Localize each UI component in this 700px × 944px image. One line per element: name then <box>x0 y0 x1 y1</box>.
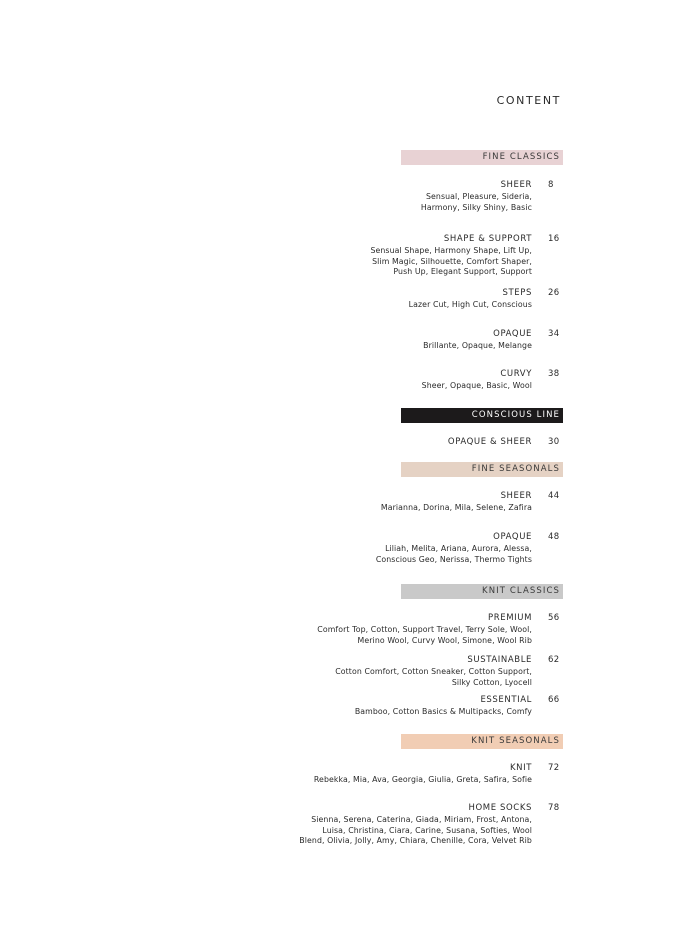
product-list-line: Conscious Geo, Nerissa, Thermo Tights <box>375 554 532 564</box>
product-list-line: Liliah, Melita, Ariana, Aurora, Alessa, <box>385 544 532 553</box>
toc-entry[interactable] <box>250 437 563 448</box>
toc-entry[interactable] <box>250 763 563 786</box>
entry-product-list <box>250 300 532 311</box>
entry-title: SUSTAINABLE <box>467 655 532 665</box>
entry-product-list <box>250 667 532 688</box>
toc-entry[interactable] <box>250 532 563 565</box>
entry-title: OPAQUE & SHEER <box>447 437 532 447</box>
page-number: 34 <box>548 329 560 339</box>
product-list-line: Bamboo, Cotton Basics & Multipacks, Comfy <box>354 707 532 716</box>
product-list-line: Slim Magic, Silhouette, Comfort Shaper, <box>372 256 532 266</box>
entry-product-list <box>250 625 532 646</box>
product-list-line: Blend, Olivia, Jolly, Amy, Chiara, Chenille, Cora, Velvet Rib <box>299 836 532 846</box>
section-heading: FINE SEASONALS <box>401 462 563 477</box>
page-number: 30 <box>548 437 560 447</box>
entry-title: KNIT <box>509 763 532 773</box>
entry-title: SHEER <box>500 491 532 501</box>
product-list-line: Sensual, Pleasure, Sideria, <box>425 192 532 201</box>
entry-title: PREMIUM <box>488 613 532 623</box>
section-heading: CONSCIOUS LINE <box>401 408 563 423</box>
entry-product-list <box>250 503 532 514</box>
page-number: 16 <box>548 234 560 244</box>
page-number: 48 <box>548 532 560 542</box>
entry-title: CURVY <box>500 369 532 379</box>
entry-product-list <box>250 815 532 847</box>
page-number: 72 <box>548 763 560 773</box>
page-number: 44 <box>548 491 560 501</box>
toc-entry[interactable] <box>250 288 563 311</box>
entry-product-list <box>250 775 532 786</box>
entry-product-list <box>250 341 532 352</box>
page-number: 78 <box>548 803 560 813</box>
entry-title: OPAQUE <box>493 532 532 542</box>
entry-product-list <box>250 246 532 278</box>
product-list-line: Rebekka, Mia, Ava, Georgia, Giulia, Greta, Safira, Sofie <box>313 775 532 784</box>
entry-product-list <box>250 544 532 565</box>
toc-entry[interactable] <box>250 491 563 514</box>
entry-title: HOME SOCKS <box>468 803 532 813</box>
entry-title: SHAPE & SUPPORT <box>443 234 532 244</box>
page-number: 56 <box>548 613 560 623</box>
product-list-line: Cotton Comfort, Cotton Sneaker, Cotton Support, <box>335 667 532 676</box>
toc-entry[interactable] <box>250 695 563 718</box>
product-list-line: Push Up, Elegant Support, Support <box>393 267 532 277</box>
toc-entry[interactable] <box>250 655 563 688</box>
page-number: 38 <box>548 369 560 379</box>
product-list-line: Silky Cotton, Lyocell <box>451 677 532 687</box>
product-list-line: Sienna, Serena, Caterina, Giada, Miriam, Frost, Antona, <box>311 815 532 824</box>
product-list-line: Comfort Top, Cotton, Support Travel, Terry Sole, Wool, <box>317 625 532 634</box>
product-list-line: Harmony, Silky Shiny, Basic <box>420 202 532 212</box>
entry-title: ESSENTIAL <box>480 695 532 705</box>
product-list-line: Lazer Cut, High Cut, Conscious <box>408 300 532 309</box>
entry-title: STEPS <box>502 288 532 298</box>
toc-entry[interactable] <box>250 369 563 392</box>
page-number: 66 <box>548 695 560 705</box>
page-number: 26 <box>548 288 560 298</box>
product-list-line: Luisa, Christina, Ciara, Carine, Susana, Softies, Wool <box>322 825 532 835</box>
section-heading: KNIT CLASSICS <box>401 584 563 599</box>
toc-entry[interactable] <box>250 180 563 213</box>
toc-entry[interactable] <box>250 329 563 352</box>
entry-title: SHEER <box>500 180 532 190</box>
toc-entry[interactable] <box>250 613 563 646</box>
page-number: 62 <box>548 655 560 665</box>
toc-entry[interactable] <box>250 234 563 278</box>
entry-product-list <box>250 381 532 392</box>
entry-title: OPAQUE <box>493 329 532 339</box>
entry-product-list <box>250 192 532 213</box>
product-list-line: Marianna, Dorina, Mila, Selene, Zafira <box>380 503 532 512</box>
section-heading: KNIT SEASONALS <box>401 734 563 749</box>
product-list-line: Merino Wool, Curvy Wool, Simone, Wool Rib <box>357 635 532 645</box>
toc-entry[interactable] <box>250 803 563 847</box>
product-list-line: Sheer, Opaque, Basic, Wool <box>421 381 532 390</box>
page-title: CONTENT <box>496 94 561 107</box>
product-list-line: Brillante, Opaque, Melange <box>423 341 532 350</box>
entry-product-list <box>250 707 532 718</box>
page-number: 8 <box>548 180 554 190</box>
product-list-line: Sensual Shape, Harmony Shape, Lift Up, <box>370 246 532 255</box>
section-heading: FINE CLASSICS <box>401 150 563 165</box>
